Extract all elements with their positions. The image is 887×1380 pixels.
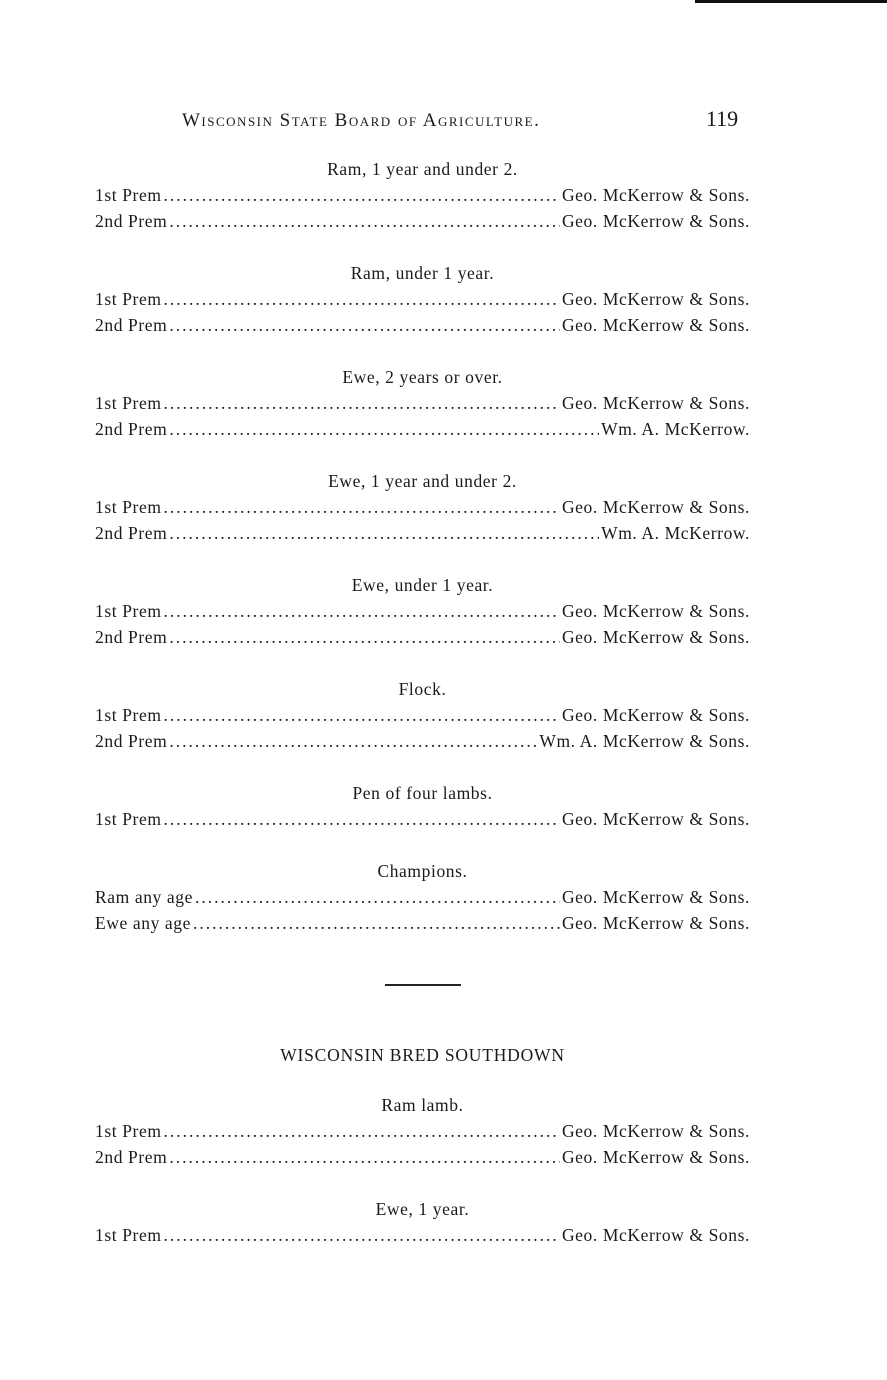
leader-dots — [169, 208, 560, 234]
award-label: 2nd Prem — [95, 1147, 168, 1167]
award-label: 2nd Prem — [95, 731, 168, 751]
award-winner: Geo. McKerrow & Sons. — [561, 393, 750, 413]
leader-dots — [169, 416, 599, 442]
leader-dots — [164, 286, 560, 312]
award-label: 1st Prem — [95, 1225, 162, 1245]
award-label: 1st Prem — [95, 809, 162, 829]
section-heading: Ewe, 1 year and under 2. — [328, 471, 517, 491]
award-row — [95, 624, 750, 650]
award-row — [95, 416, 750, 442]
award-winner: Geo. McKerrow & Sons. — [561, 1225, 750, 1245]
leader-dots — [164, 182, 560, 208]
leader-dots — [169, 520, 599, 546]
leader-dots — [164, 494, 560, 520]
award-winner: Geo. McKerrow & Sons. — [561, 497, 750, 517]
award-row — [95, 312, 750, 338]
award-winner: Geo. McKerrow & Sons. — [561, 705, 750, 725]
award-winner: Geo. McKerrow & Sons. — [561, 601, 750, 621]
award-winner: Geo. McKerrow & Sons. — [561, 289, 750, 309]
award-label: 2nd Prem — [95, 315, 168, 335]
award-label: 1st Prem — [95, 497, 162, 517]
award-row — [95, 1144, 750, 1170]
award-label: 1st Prem — [95, 705, 162, 725]
leader-dots — [164, 702, 560, 728]
award-winner: Wm. A. McKerrow. — [601, 419, 750, 439]
leader-dots — [164, 806, 560, 832]
award-row — [95, 702, 750, 728]
award-row — [95, 182, 750, 208]
award-winner: Geo. McKerrow & Sons. — [561, 1147, 750, 1167]
leader-dots — [169, 312, 560, 338]
award-winner: Geo. McKerrow & Sons. — [561, 809, 750, 829]
page-number: 119 — [706, 106, 739, 131]
leader-dots — [195, 884, 560, 910]
award-winner: Geo. McKerrow & Sons. — [561, 1121, 750, 1141]
award-winner: Geo. McKerrow & Sons. — [561, 887, 750, 907]
award-row — [95, 520, 750, 546]
award-row — [95, 208, 750, 234]
award-row — [95, 1118, 750, 1144]
award-label: 2nd Prem — [95, 419, 168, 439]
leader-dots — [169, 624, 560, 650]
part-heading: WISCONSIN BRED SOUTHDOWN — [280, 1045, 565, 1065]
section-heading: Ram lamb. — [381, 1095, 464, 1115]
leader-dots — [169, 728, 537, 754]
page-body — [95, 156, 750, 1248]
leader-dots — [164, 1118, 560, 1144]
award-row — [95, 494, 750, 520]
award-row — [95, 884, 750, 910]
award-row — [95, 390, 750, 416]
leader-dots — [193, 910, 560, 936]
leader-dots — [169, 1144, 560, 1170]
award-row — [95, 910, 750, 936]
award-row — [95, 806, 750, 832]
award-winner: Wm. A. McKerrow. — [601, 523, 750, 543]
award-row — [95, 286, 750, 312]
top-edge-rule — [695, 0, 887, 3]
award-row — [95, 598, 750, 624]
award-label: Ewe any age — [95, 913, 191, 933]
award-winner: Geo. McKerrow & Sons. — [561, 627, 750, 647]
leader-dots — [164, 390, 560, 416]
award-label: Ram any age — [95, 887, 193, 907]
section-heading: Ewe, 2 years or over. — [342, 367, 503, 387]
award-label: 2nd Prem — [95, 211, 168, 231]
award-label: 1st Prem — [95, 289, 162, 309]
award-winner: Geo. McKerrow & Sons. — [561, 913, 750, 933]
section-heading: Ram, 1 year and under 2. — [327, 159, 518, 179]
section-heading: Ewe, 1 year. — [375, 1199, 470, 1219]
page-header — [0, 106, 887, 138]
running-title: Wisconsin State Board of Agriculture. — [182, 110, 541, 131]
award-label: 1st Prem — [95, 393, 162, 413]
award-winner: Geo. McKerrow & Sons. — [561, 185, 750, 205]
award-row — [95, 1222, 750, 1248]
award-row — [95, 728, 750, 754]
award-label: 2nd Prem — [95, 627, 168, 647]
award-winner: Geo. McKerrow & Sons. — [561, 315, 750, 335]
award-label: 1st Prem — [95, 601, 162, 621]
section-heading: Flock. — [398, 679, 447, 699]
award-label: 2nd Prem — [95, 523, 168, 543]
award-label: 1st Prem — [95, 185, 162, 205]
section-heading: Ewe, under 1 year. — [351, 575, 494, 595]
award-winner: Wm. A. McKerrow & Sons. — [539, 731, 750, 751]
leader-dots — [164, 598, 560, 624]
award-winner: Geo. McKerrow & Sons. — [561, 211, 750, 231]
section-heading: Pen of four lambs. — [352, 783, 493, 803]
section-heading: Champions. — [377, 861, 468, 881]
section-heading: Ram, under 1 year. — [350, 263, 495, 283]
leader-dots — [164, 1222, 560, 1248]
award-label: 1st Prem — [95, 1121, 162, 1141]
